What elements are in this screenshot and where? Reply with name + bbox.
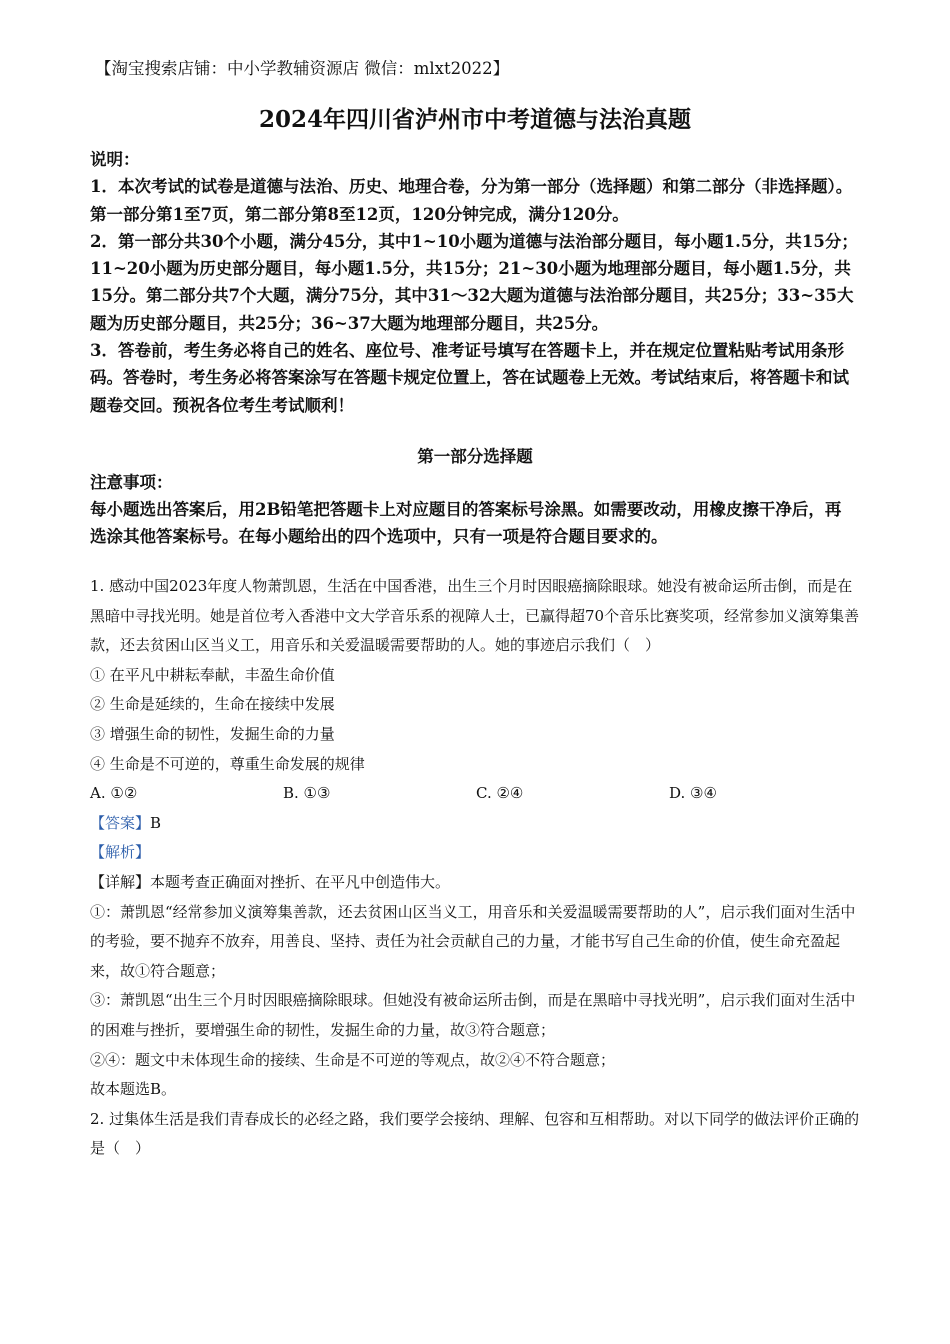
instructions [90, 146, 865, 419]
q2-stem: 2. 过集体生活是我们青春成长的必经之路，我们要学会接纳、理解、包容和互相帮助。对以下同学的做法评价正确的是（ ） [90, 1109, 860, 1158]
analysis-label: 【解析】 [90, 843, 151, 862]
notice-text: 每小题选出答案后，用2B铅笔把答题卡上对应题目的答案标号涂黑。如需要改动，用橡皮擦干净后，再选涂其他答案标号。在每小题给出的四个选项中，只有一项是符合题目要求的。 [90, 500, 842, 546]
q1-explanation-1: ①：萧凯恩“经常参加义演筹集善款，还去贫困山区当义工，用音乐和关爱温暖需要帮助的人”，启示我们面对生活中的考验，要不抛弃不放弃，用善良、坚持、责任为社会贡献自己的力量，才能书写自己生命的价值，使生命充盈起来，故①符合题意； [90, 902, 856, 980]
instruction-2: 2．第一部分共30个小题，满分45分，其中1~10小题为道德与法治部分题目，每小题1.5分，共15分；11~20小题为历史部分题目，每小题1.5分，共15分；21~30小题为地理部分题目，每小题1.5分，共15分。第二部分共7个大题，满分75分，其中31～32大题为道德与法治部分题目，共25分；33~35大题为历史部分题目，共25分；36~37大题为地理部分题目，共25分。 [90, 231, 858, 333]
instruction-1: 1．本次考试的试卷是道德与法治、历史、地理合卷，分为第一部分（选择题）和第二部分（非选择题）。第一部分第1至7页，第二部分第8至12页，120分钟完成，满分120分。 [90, 177, 853, 224]
option-c: C. ②④ [476, 784, 524, 803]
q1-item-1: ① 在平凡中耕耘奉献，丰盈生命价值 [90, 665, 335, 684]
option-b: B. ①③ [283, 784, 331, 803]
q1-detail: 【详解】本题考查正确面对挫折、在平凡中创造伟大。 [90, 872, 451, 891]
instruction-3: 3．答卷前，考生务必将自己的姓名、座位号、准考证号填写在答题卡上，并在规定位置粘贴考试用条形码。答卷时，考生务必将答案涂写在答题卡规定位置上，答在试题卷上无效。考试结束后，将答题卡和试题卷交回。预祝各位考生考试顺利！ [90, 341, 849, 415]
q1-answer [90, 809, 862, 839]
notice [90, 469, 850, 550]
q1-options [90, 779, 862, 809]
q1-item-3: ③ 增强生命的韧性，发掘生命的力量 [90, 724, 335, 743]
notice-label: 注意事项： [90, 473, 173, 492]
q1-explanation-2: ③：萧凯恩“出生三个月时因眼癌摘除眼球。但她没有被命运所击倒，而是在黑暗中寻找光明”，启示我们面对生活中的困难与挫折，要增强生命的韧性，发掘生命的力量，故③符合题意； [90, 991, 856, 1039]
q1-item-2: ② 生命是延续的，生命在接续中发展 [90, 695, 335, 714]
q1-item-4: ④ 生命是不可逆的，尊重生命发展的规律 [90, 754, 365, 773]
option-a: A. ①② [90, 784, 138, 803]
shop-header: 【淘宝搜索店铺：中小学教辅资源店 微信：mlxt2022】 [95, 59, 510, 78]
answer-label: 【答案】 [90, 813, 151, 832]
answer-value: B [150, 813, 162, 832]
page-title: 2024年四川省泸州市中考道德与法治真题 [258, 106, 691, 133]
q1-conclusion: 故本题选B。 [90, 1080, 177, 1099]
question-body [90, 572, 862, 1164]
q1-explanation-3: ②④：题文中未体现生命的接续、生命是不可逆的等观点，故②④不符合题意； [90, 1050, 616, 1069]
q1-stem: 1. 感动中国2023年度人物萧凯恩，生活在中国香港，出生三个月时因眼癌摘除眼球。她没有被命运所击倒，而是在黑暗中寻找光明。她是首位考入香港中文大学音乐系的视障人士，已赢得超70个音乐比赛奖项，经常参加义演筹集善款，还去贫困山区当义工，用音乐和关爱温暖需要帮助的人。她的事迹启示我们（ ） [90, 577, 860, 655]
instructions-label: 说明： [90, 150, 140, 169]
option-d: D. ③④ [669, 784, 717, 803]
section-title: 第一部分选择题 [417, 447, 533, 466]
